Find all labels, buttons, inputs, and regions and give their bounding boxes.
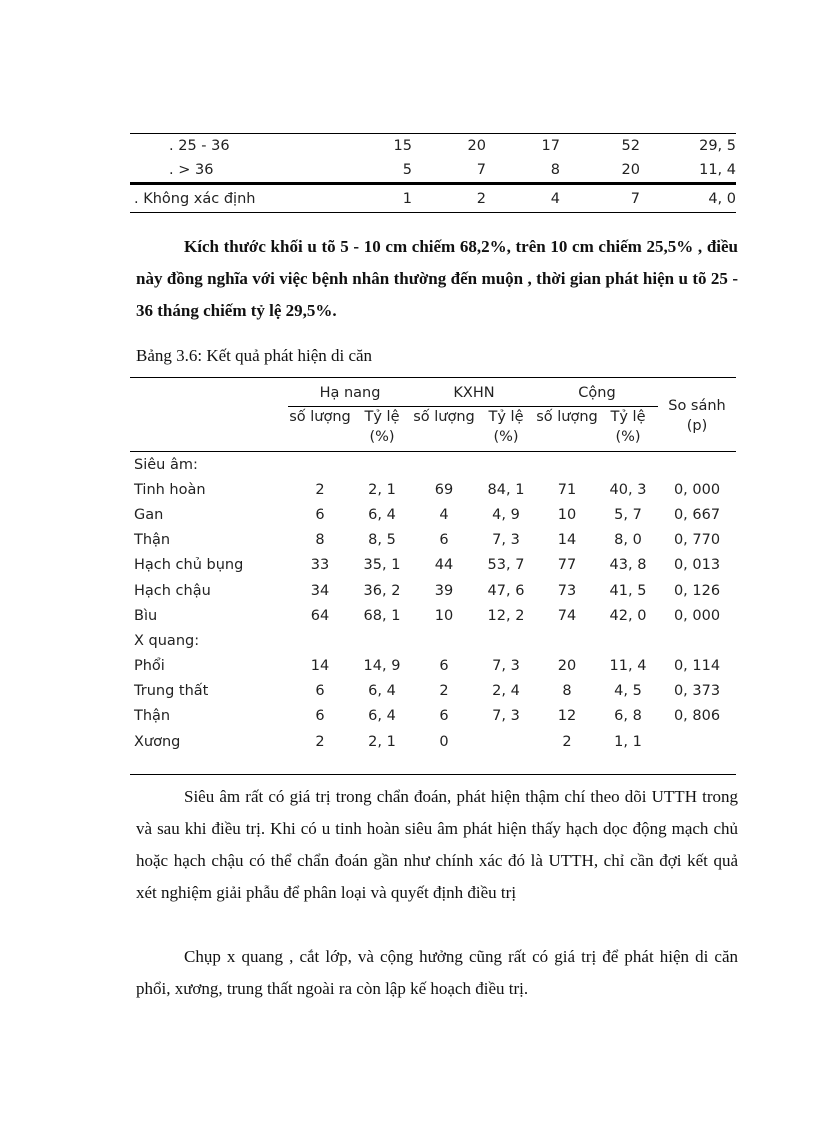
size-duration-table-fragment xyxy=(130,133,736,213)
cell: 11, 4 xyxy=(699,162,736,178)
paragraph-text: Chụp x quang , cắt lớp, và cộng hưởng cũng rất có giá trị để phát hiện di căn phổi, xương, trung thất ngoài ra còn lập kế hoạch điều trị. xyxy=(136,947,738,998)
row-label: Trung thất xyxy=(134,683,209,700)
cell: 2 xyxy=(412,184,486,213)
row-label: Tinh hoàn xyxy=(134,481,206,498)
table-spacer-row xyxy=(130,754,736,775)
row-label: . 25 - 36 xyxy=(169,138,230,154)
cell xyxy=(288,452,352,478)
cell: 6 xyxy=(315,506,325,523)
cell: 7 xyxy=(476,162,486,178)
cell: 0, 013 xyxy=(673,557,721,574)
table-row xyxy=(130,528,736,553)
cell: 0, 667 xyxy=(673,506,721,523)
cell xyxy=(598,628,658,653)
header-empty xyxy=(130,378,288,452)
header-compare xyxy=(658,378,736,452)
cell: 44 xyxy=(434,557,454,574)
cell: 1 xyxy=(320,184,412,213)
cell: 0, 000 xyxy=(673,607,721,624)
row-label: Bìu xyxy=(134,607,158,624)
table-row xyxy=(130,628,736,653)
row-label: . > 36 xyxy=(169,162,214,178)
cell: 5 xyxy=(402,162,412,178)
cell: 84, 1 xyxy=(487,481,525,498)
cell: 29, 5 xyxy=(699,138,736,154)
cell: 6, 8 xyxy=(614,708,642,725)
cell: 1, 1 xyxy=(614,733,642,750)
cell: 0 xyxy=(439,733,449,750)
cell: 6, 4 xyxy=(368,683,396,700)
row-label: Xương xyxy=(134,733,181,750)
cell xyxy=(476,729,536,754)
cell: 73 xyxy=(557,582,577,599)
cell xyxy=(536,452,598,478)
cell: 77 xyxy=(557,557,577,574)
cell: 6 xyxy=(439,658,449,675)
row-label: Hạch chủ bụng xyxy=(134,557,244,574)
paragraph-text: Kích thước khối u tõ 5 - 10 cm chiếm 68,2%, trên 10 cm chiếm 25,5% , điều này đồng nghĩa với việc bệnh nhân thường đến muộn , thời gian phát hiện u tõ 25 - 36 tháng chiếm tỷ lệ 29,5%. xyxy=(136,237,738,320)
row-label: . Không xác định xyxy=(130,184,320,213)
table-row xyxy=(130,603,736,628)
subheader-pct: Tỷ lệ (%) xyxy=(598,407,658,452)
table-row xyxy=(130,553,736,578)
cell: 8 xyxy=(315,532,325,549)
paragraph-xray xyxy=(136,941,738,1005)
subheader-count: số lượng xyxy=(288,407,352,452)
table-row xyxy=(130,158,736,184)
spacer-cell xyxy=(130,754,736,775)
cell: 0, 806 xyxy=(673,708,721,725)
cell: 7, 3 xyxy=(492,658,520,675)
cell: 39 xyxy=(434,582,454,599)
cell: 6 xyxy=(315,708,325,725)
cell: 68, 1 xyxy=(363,607,401,624)
subheader-count: số lượng xyxy=(536,407,598,452)
cell: 8 xyxy=(562,683,572,700)
header-kxhn: KXHN xyxy=(412,378,536,407)
cell: 11, 4 xyxy=(609,658,647,675)
cell: 0, 373 xyxy=(673,683,721,700)
cell: 2 xyxy=(562,733,572,750)
metastasis-table xyxy=(130,377,736,775)
table-row xyxy=(130,729,736,754)
paragraph-ultrasound xyxy=(136,781,738,909)
cell xyxy=(352,628,412,653)
cell: 34 xyxy=(310,582,330,599)
cell: 4, 9 xyxy=(492,506,520,523)
cell: 14 xyxy=(310,658,330,675)
cell: 5, 7 xyxy=(614,506,642,523)
cell: 2 xyxy=(315,733,325,750)
table-row xyxy=(130,184,736,213)
cell: 0, 114 xyxy=(673,658,721,675)
cell: 2, 4 xyxy=(492,683,520,700)
cell: 6 xyxy=(439,708,449,725)
cell: 7 xyxy=(560,184,640,213)
cell: 15 xyxy=(393,138,412,154)
table-row xyxy=(130,704,736,729)
cell: 8, 5 xyxy=(368,532,396,549)
cell: 42, 0 xyxy=(609,607,647,624)
cell: 0, 000 xyxy=(673,481,721,498)
cell: 6 xyxy=(315,683,325,700)
cell: 4 xyxy=(486,184,560,213)
cell: 0, 126 xyxy=(673,582,721,599)
paragraph-tumor-size xyxy=(136,231,738,327)
header-ha-nang: Hạ nang xyxy=(288,378,412,407)
cell: 64 xyxy=(310,607,330,624)
table-caption: Bảng 3.6: Kết quả phát hiện di căn xyxy=(136,346,373,365)
header-cong: Cộng xyxy=(536,378,658,407)
cell: 47, 6 xyxy=(487,582,525,599)
cell xyxy=(476,452,536,478)
cell: 20 xyxy=(467,138,486,154)
cell: 20 xyxy=(557,658,577,675)
subheader-count: số lượng xyxy=(412,407,476,452)
cell: 36, 2 xyxy=(363,582,401,599)
cell: 52 xyxy=(621,138,640,154)
cell: 41, 5 xyxy=(609,582,647,599)
cell xyxy=(412,628,476,653)
table-row xyxy=(130,679,736,704)
cell xyxy=(536,628,598,653)
cell: 2, 1 xyxy=(368,733,396,750)
cell: 8 xyxy=(550,162,560,178)
cell: 35, 1 xyxy=(363,557,401,574)
cell xyxy=(412,452,476,478)
cell: 2 xyxy=(315,481,325,498)
cell: 2, 1 xyxy=(368,481,396,498)
paragraph-text: Siêu âm rất có giá trị trong chẩn đoán, phát hiện thậm chí theo dõi UTTH trong và sau khi điều trị. Khi có u tinh hoàn siêu âm phát hiện thấy hạch dọc động mạch chủ hoặc hạch chậu có thể chẩn đoán gần như chính xác đó là UTTH, chỉ cần đợi kết quả xét nghiệm giải phẫu để phân loại và quyết định điều trị xyxy=(136,787,738,902)
cell xyxy=(658,729,736,754)
cell: 6, 4 xyxy=(368,506,396,523)
cell: 7, 3 xyxy=(492,708,520,725)
table-row xyxy=(130,452,736,478)
cell: 10 xyxy=(557,506,577,523)
table-row xyxy=(130,578,736,603)
cell xyxy=(658,452,736,478)
table-row xyxy=(130,502,736,527)
cell: 4 xyxy=(439,506,449,523)
row-label: Hạch chậu xyxy=(134,582,211,599)
cell: 6 xyxy=(439,532,449,549)
cell: 14, 9 xyxy=(363,658,401,675)
row-label: Thận xyxy=(134,708,171,725)
cell: 20 xyxy=(621,162,640,178)
table-row xyxy=(130,134,736,159)
table-row xyxy=(130,654,736,679)
cell: 71 xyxy=(557,481,577,498)
cell: 74 xyxy=(557,607,577,624)
cell: 4, 0 xyxy=(640,184,736,213)
cell xyxy=(352,452,412,478)
cell xyxy=(288,628,352,653)
cell: 43, 8 xyxy=(609,557,647,574)
subheader-pct: Tỷ lệ (%) xyxy=(476,407,536,452)
cell: 2 xyxy=(439,683,449,700)
cell xyxy=(598,452,658,478)
cell: 12, 2 xyxy=(487,607,525,624)
table-row xyxy=(130,477,736,502)
cell: 4, 5 xyxy=(614,683,642,700)
row-label: X quang: xyxy=(134,632,200,649)
cell: 40, 3 xyxy=(609,481,647,498)
cell: 53, 7 xyxy=(487,557,525,574)
cell xyxy=(658,628,736,653)
cell: 0, 770 xyxy=(673,532,721,549)
cell: 17 xyxy=(541,138,560,154)
row-label: Gan xyxy=(134,506,164,523)
cell: 10 xyxy=(434,607,454,624)
cell: 69 xyxy=(434,481,454,498)
cell xyxy=(476,628,536,653)
row-label: Phổi xyxy=(134,658,165,675)
cell: 6, 4 xyxy=(368,708,396,725)
cell: 33 xyxy=(310,557,330,574)
row-label: Thận xyxy=(134,532,171,549)
row-label: Siêu âm: xyxy=(134,456,198,473)
cell: 12 xyxy=(557,708,577,725)
header-compare-text: So sánh (p) xyxy=(668,397,726,434)
cell: 14 xyxy=(557,532,577,549)
cell: 8, 0 xyxy=(614,532,642,549)
cell: 7, 3 xyxy=(492,532,520,549)
subheader-pct: Tỷ lệ (%) xyxy=(352,407,412,452)
